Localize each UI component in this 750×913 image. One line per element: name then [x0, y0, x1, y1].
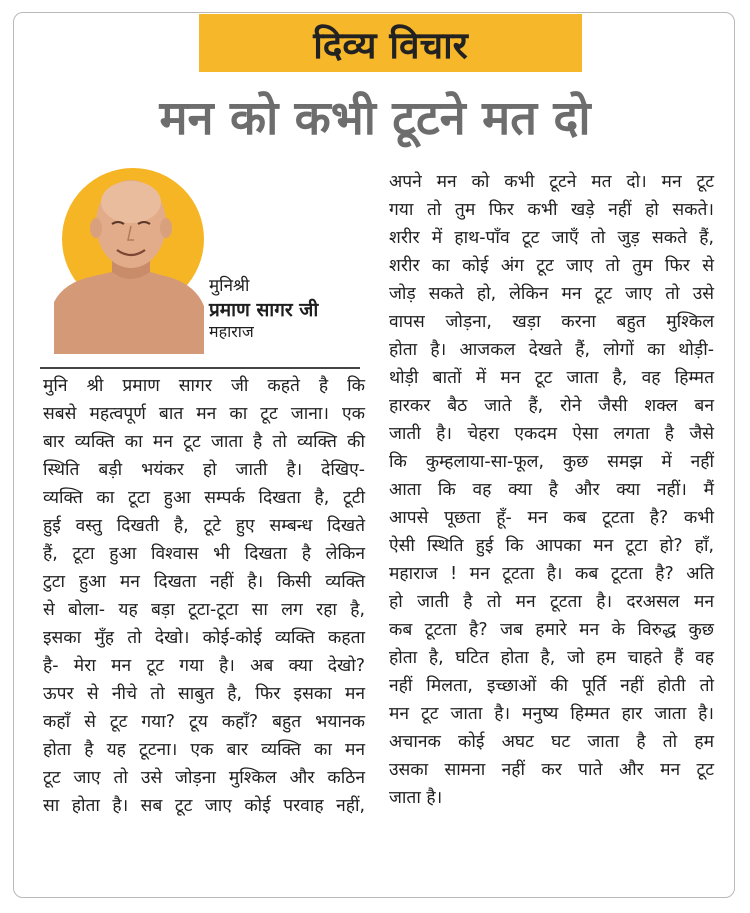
text-line: होता है यह टूटना। एक बार व्यक्ति का मन — [43, 740, 365, 760]
text-line: शरीर का कोई अंग टूट जाए तो तुम फिर से — [389, 256, 714, 276]
text-line: आता कि वह क्या है और क्या नहीं। मैं — [389, 480, 714, 500]
text-line: जाती है। चेहरा एकदम ऐसा लगता है जैसे — [389, 424, 714, 444]
text-line: महाराज ! मन टूटता है। कब टूटता है? अति — [389, 564, 714, 584]
author-name: प्रमाण सागर जी — [209, 298, 319, 321]
text-line: होता है, घटित होता है, जो हम चाहते हैं वह — [389, 648, 714, 668]
text-line: से बोला- यह बड़ा टूटा-टूटा सा लग रहा है, — [43, 600, 365, 620]
text-line: कि कुम्हलाया-सा-फूल, कुछ समझ में नहीं — [389, 452, 714, 472]
author-portrait — [54, 174, 204, 354]
headline: मन को कभी टूटने मत दो — [159, 91, 591, 146]
author-suffix: महाराज — [209, 322, 254, 342]
text-line: हैं, टूटा हुआ विश्वास भी दिखता है लेकिन — [43, 544, 365, 564]
text-line: टुटा हुआ मन दिखता नहीं है। किसी व्यक्ति — [43, 572, 365, 592]
text-line: जोड़ सकते हो, लेकिन मन टूट जाए तो उसे — [389, 284, 714, 304]
text-line: इसका मुँह तो देखो। कोई-कोई व्यक्ति कहता — [43, 628, 365, 648]
text-line: हारकर बैठ जाते हैं, रोने जैसी शक्ल बन — [389, 396, 714, 416]
text-line: उसका सामना नहीं कर पाते और मन टूट — [389, 760, 714, 780]
text-line: व्यक्ति का टूटा हुआ सम्पर्क दिखता है, टूटी — [43, 488, 365, 508]
text-line: ऐसी स्थिति हुई कि आपका मन टूटा हो? हाँ, — [389, 536, 714, 556]
text-line: आपसे पूछता हूँ- मन कब टूटता है? कभी — [389, 508, 714, 528]
text-line: शरीर में हाथ-पाँव टूट जाएँ तो जुड़ सकते हैं, — [389, 228, 714, 248]
text-line: मुनि श्री प्रमाण सागर जी कहते है कि — [43, 376, 365, 396]
text-line: है- मेरा मन टूट गया है। अब क्या देखो? — [43, 656, 365, 676]
text-line: नहीं मिलता, इच्छाओं की पूर्ति नहीं होती तो — [389, 676, 714, 696]
right-column — [389, 168, 714, 812]
text-line: सा होता है। सब टूट जाए कोई परवाह नहीं, — [43, 796, 365, 816]
text-line: वापस जोड़ना, खड़ा करना बहुत मुश्किल — [389, 312, 714, 332]
text-line: कब टूटता है? जब हमारे मन के विरुद्ध कुछ — [389, 620, 714, 640]
text-line: गया तो तुम फिर कभी खड़े नहीं हो सकते। — [389, 200, 714, 220]
text-line: टूट जाए तो उसे जोड़ना मुश्किल और कठिन — [43, 768, 365, 788]
text-line: थोड़ी बातों में मन टूट जाता है, वह हिम्मत — [389, 368, 714, 388]
text-line: जाता है। — [389, 788, 443, 808]
text-line: होता है। आजकल देखते हैं, लोगों का थोड़ी- — [389, 340, 714, 360]
left-column — [43, 372, 365, 820]
author-photo — [54, 168, 204, 358]
text-line: हो जाती है तो मन टूटता है। दरअसल मन — [389, 592, 714, 612]
text-line: हुई वस्तु दिखती है, टूटे हुए सम्बन्ध दिखते — [43, 516, 365, 536]
text-line: अपने मन को कभी टूटने मत दो। मन टूट — [389, 172, 714, 192]
byline-divider — [40, 367, 360, 369]
text-line: कहाँ से टूट गया? टूय कहाँ? बहुत भयानक — [43, 712, 365, 732]
text-line: मन टूट जाता है। मनुष्य हिम्मत हार जाता है। — [389, 704, 714, 724]
text-line: अचानक कोई अघट घट जाता है तो हम — [389, 732, 714, 752]
section-banner: दिव्य विचार — [199, 14, 582, 72]
text-line: बार व्यक्ति का मन टूट जाता है तो व्यक्ति की — [43, 432, 365, 452]
author-prefix: मुनिश्री — [209, 276, 250, 296]
text-line: ऊपर से नीचे तो साबुत है, फिर इसका मन — [43, 684, 365, 704]
text-line: सबसे महत्वपूर्ण बात मन का टूट जाना। एक — [43, 404, 365, 424]
text-line: स्थिति बड़ी भयंकर हो जाती है। देखिए- — [43, 460, 365, 480]
author-byline — [209, 276, 318, 343]
